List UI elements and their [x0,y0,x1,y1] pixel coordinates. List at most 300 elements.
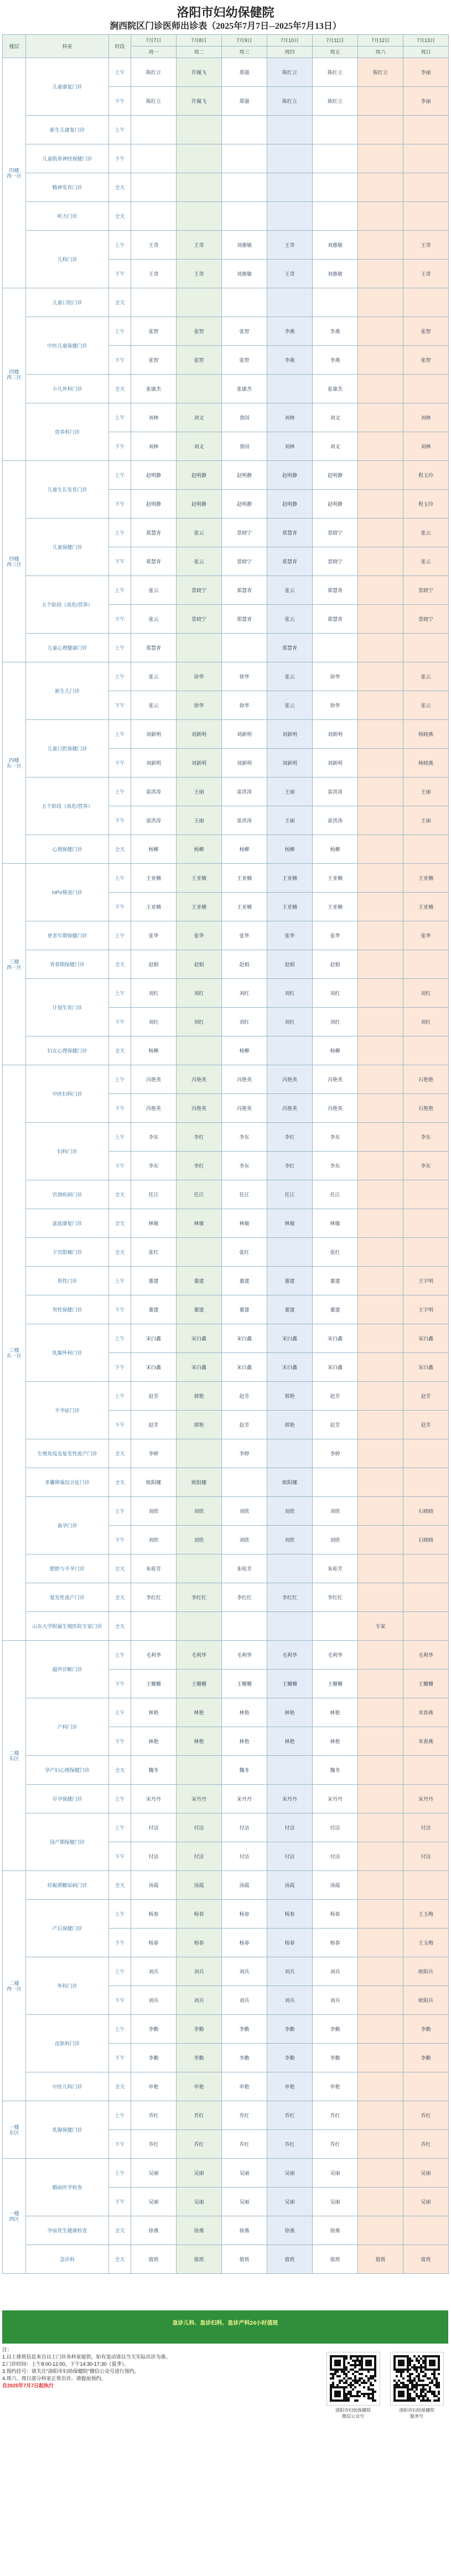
dept-cell: 营养科门诊 [26,403,109,461]
doctor-cell [313,116,358,144]
doctor-cell: 李红 [267,1152,313,1180]
col-period: 时段 [109,35,131,58]
doctor-cell [358,1439,403,1468]
doctor-cell: 张康杰 [131,375,177,403]
doctor-cell: 赵明静 [177,461,222,490]
period-cell: 下午 [109,260,131,288]
dept-cell: 山东大学附属生殖医院专家门诊 [26,1612,109,1641]
period-cell: 下午 [109,749,131,778]
dept-cell: 子宫肌瘤门诊 [26,1238,109,1267]
doctor-cell: 冯艳英 [177,1065,222,1094]
period-cell: 上午 [109,1641,131,1670]
doctor-cell: 申艳 [222,2072,267,2101]
doctor-cell [358,634,403,662]
doctor-cell: 王亚楠 [177,893,222,921]
doctor-cell: 宋白鑫 [177,1324,222,1353]
doctor-cell: 王奇 [403,260,449,288]
dept-cell: 心理保健门诊 [26,835,109,864]
schedule-table [2,34,449,2274]
doctor-cell: 林艳 [313,1698,358,1727]
doctor-cell: 毛利华 [403,1641,449,1670]
doctor-cell: 杨春 [222,1929,267,1957]
doctor-cell [131,116,177,144]
doctor-cell: 陈红立 [267,87,313,116]
doctor-cell: 米春燕 [403,1727,449,1756]
period-cell: 全天 [109,1180,131,1209]
doctor-cell [177,116,222,144]
period-cell: 下午 [109,1842,131,1871]
doctor-cell: 林艳 [267,1727,313,1756]
doctor-cell: 刘欣 [313,1526,358,1554]
doctor-cell: 林敏 [222,1209,267,1238]
period-cell: 下午 [109,1727,131,1756]
dept-cell: 超声诊断门诊 [26,1641,109,1698]
doctor-cell [358,1411,403,1439]
doctor-cell: 吴丽 [267,2188,313,2216]
doctor-cell: 刘兵 [177,1986,222,2015]
period-cell: 上午 [109,1900,131,1929]
period-cell: 下午 [109,1411,131,1439]
doctor-cell [358,346,403,375]
qr-code-icon[interactable] [390,2352,444,2406]
doctor-cell [358,1785,403,1813]
dept-cell: 新生儿门诊 [26,662,109,720]
doctor-cell: 刘惠敏 [222,231,267,260]
col-day: 7月11日 [313,35,358,46]
doctor-cell: 徐华 [313,691,358,720]
doctor-cell [403,375,449,403]
doctor-cell: 王宇明 [403,1295,449,1324]
period-cell: 下午 [109,547,131,576]
doctor-cell: 王奇 [177,260,222,288]
doctor-cell [358,691,403,720]
doctor-cell: 冯艳英 [131,1065,177,1094]
doctor-cell: 王奇 [403,231,449,260]
doctor-cell [131,144,177,173]
doctor-cell: 汤霞 [177,1871,222,1900]
doctor-cell: 李燕 [267,317,313,346]
doctor-cell [358,1583,403,1612]
doctor-cell: 李勤 [177,2044,222,2072]
table-row [3,1123,449,1152]
qr-code-icon[interactable] [326,2352,380,2406]
notice-band [2,2310,448,2344]
doctor-cell: 陈红立 [131,87,177,116]
doctor-cell [403,116,449,144]
period-cell: 上午 [109,1324,131,1353]
doctor-cell: 张红 [222,1238,267,1267]
doctor-cell: 宋白鑫 [403,1324,449,1353]
doctor-cell: 乔红 [403,2130,449,2159]
doctor-cell: 宋白鑫 [131,1353,177,1382]
doctor-cell: 王亚楠 [313,864,358,893]
doctor-cell: 李东 [131,1152,177,1180]
doctor-cell: 景晓宁 [403,605,449,634]
col-day: 7月8日 [177,35,222,46]
doctor-cell: 米春燕 [403,1698,449,1727]
doctor-cell: 杨晓燕 [403,720,449,749]
doctor-cell: 刘兵 [222,1986,267,2015]
table-row [3,1209,449,1238]
doctor-cell: 董建 [222,1295,267,1324]
table-row [3,864,449,893]
doctor-cell: 许佩飞 [177,58,222,87]
table-row [3,58,449,87]
doctor-cell: 杨晓燕 [403,749,449,778]
doctor-cell: 林艳 [131,1727,177,1756]
doctor-cell: 石艳艳 [403,1094,449,1123]
doctor-cell: 刘欣 [267,1526,313,1554]
period-cell: 上午 [109,1698,131,1727]
doctor-cell: 刘惠敏 [313,231,358,260]
doctor-cell: 刘文 [313,432,358,461]
dept-cell: 儿童康复门诊 [26,58,109,116]
doctor-cell: 王奇 [267,231,313,260]
doctor-cell: 李东 [313,1152,358,1180]
period-cell: 上午 [109,864,131,893]
doctor-cell: 欧阳娜 [267,1468,313,1497]
doctor-cell [177,144,222,173]
doctor-cell: 刘兵 [267,1957,313,1986]
table-row [3,1583,449,1612]
doctor-cell: 汤霞 [313,1871,358,1900]
doctor-cell: 景晓宁 [177,605,222,634]
doctor-cell: 张华 [177,921,222,950]
period-cell: 全天 [109,1036,131,1065]
col-day: 7月9日 [222,35,267,46]
doctor-cell: 赵明静 [131,461,177,490]
doctor-cell [403,1439,449,1468]
doctor-cell: 徐燕 [177,2216,222,2245]
col-dept: 科室 [26,35,109,58]
table-row [3,1439,449,1468]
dept-cell: 孕前优生健康检查 [26,2216,109,2245]
doctor-cell: 付洁 [267,1842,313,1871]
notice-line: 急诊儿科、急诊妇科、急诊产科24小时值班 [172,2320,278,2326]
doctor-cell: 郭艳 [267,1382,313,1411]
doctor-cell: 赵芳 [222,1411,267,1439]
dept-cell: 儿童口腔门诊 [26,288,109,317]
doctor-cell: 申艳 [131,2072,177,2101]
doctor-cell: 刘欣 [267,1497,313,1526]
doctor-cell: 李勤 [222,2044,267,2072]
table-row [3,1468,449,1497]
doctor-cell: 申艳 [313,2072,358,2101]
doctor-cell: 刘新明 [222,720,267,749]
table-row [3,144,449,173]
period-cell: 全天 [109,1612,131,1641]
table-row [3,1785,449,1813]
doctor-cell: 王丽 [403,778,449,806]
doctor-cell: 石艳艳 [403,1065,449,1094]
doctor-cell: 王亚楠 [267,893,313,921]
doctor-cell: 赵芳 [131,1411,177,1439]
doctor-cell: 刘欣 [222,1526,267,1554]
doctor-cell: 王丽 [267,778,313,806]
doctor-cell: 刘兵 [267,1986,313,2015]
doctor-cell: 雷洪涛 [131,806,177,835]
dept-cell: 产科门诊 [26,1698,109,1756]
doctor-cell [358,1209,403,1238]
dept-cell: 儿童生长发育门诊 [26,461,109,519]
doctor-cell: 王亚楠 [131,864,177,893]
doctor-cell [403,1468,449,1497]
doctor-cell: 宋丹丹 [313,1785,358,1813]
doctor-cell [358,1238,403,1267]
dept-cell: 宫颈疾病门诊 [26,1180,109,1209]
doctor-cell: 林艳 [313,1727,358,1756]
doctor-cell [358,432,403,461]
period-cell: 上午 [109,979,131,1008]
doctor-cell: 赵芳 [131,1382,177,1411]
doctor-cell: 李勤 [267,2015,313,2044]
doctor-cell: 张云 [177,547,222,576]
doctor-cell: 毛利华 [313,1641,358,1670]
doctor-cell: 刘欣 [177,1497,222,1526]
doctor-cell: 魏冬 [222,1756,267,1785]
doctor-cell: 乔红 [177,2130,222,2159]
dept-cell: 儿童保健门诊 [26,519,109,576]
doctor-cell [358,1670,403,1698]
doctor-cell [358,288,403,317]
doctor-cell: 吴丽 [177,2159,222,2188]
period-cell: 下午 [109,1929,131,1957]
period-cell: 上午 [109,1123,131,1152]
floor-cell: 四楼 西一区 [3,58,26,288]
doctor-cell: 刘新明 [267,720,313,749]
period-cell: 下午 [109,2130,131,2159]
doctor-cell [131,1612,177,1641]
doctor-cell: 刘兵 [222,1957,267,1986]
doctor-cell [358,662,403,691]
doctor-cell: 王丽 [267,806,313,835]
floor-cell: 四楼 东一区 [3,662,26,864]
table-row [3,1957,449,1986]
doctor-cell [358,778,403,806]
doctor-cell: 任江 [313,1180,358,1209]
page-title: 洛阳市妇幼保健院 [177,6,274,19]
period-cell: 下午 [109,1008,131,1036]
dept-cell: 盆底康复门诊 [26,1209,109,1238]
doctor-cell: 景晓宁 [403,576,449,605]
doctor-cell: 徐华 [177,662,222,691]
doctor-cell: 刘新明 [313,720,358,749]
table-row [3,317,449,346]
doctor-cell [177,1612,222,1641]
doctor-cell: 宋丹丹 [222,1785,267,1813]
period-cell: 下午 [109,144,131,173]
doctor-cell: 申艳 [267,2072,313,2101]
doctor-cell [403,1238,449,1267]
period-cell: 下午 [109,893,131,921]
table-row [3,1497,449,1526]
doctor-cell: 李勤 [222,2015,267,2044]
doctor-cell: 刘红 [313,1008,358,1036]
doctor-cell: 徐燕 [313,2216,358,2245]
dept-cell: 儿童肌骨神经保健门诊 [26,144,109,173]
doctor-cell [358,231,403,260]
doctor-cell: 刘红 [267,1008,313,1036]
doctor-cell [403,1583,449,1612]
doctor-cell: 赵芳 [222,1382,267,1411]
period-cell: 下午 [109,1152,131,1180]
col-weekday: 周二 [177,46,222,58]
doctor-cell: 乔红 [313,2130,358,2159]
doctor-cell: 徐华 [177,691,222,720]
floor-cell: 三楼 东一区 [3,1065,26,1641]
period-cell: 全天 [109,288,131,317]
doctor-cell: 王亚楠 [222,893,267,921]
doctor-cell: 王姗姗 [267,1670,313,1698]
col-weekday: 周五 [313,46,358,58]
dept-cell: HPV筛查门诊 [26,864,109,921]
doctor-cell: 刘新明 [131,720,177,749]
table-row [3,1324,449,1353]
period-cell: 全天 [109,375,131,403]
period-cell: 全天 [109,1756,131,1785]
doctor-cell: 任江 [222,1180,267,1209]
dept-cell: 国产期保健门诊 [26,1813,109,1871]
doctor-cell [358,605,403,634]
doctor-cell [177,634,222,662]
doctor-cell: 刘红 [403,979,449,1008]
dept-cell: 青春期保健门诊 [26,950,109,979]
doctor-cell: 王亚楠 [313,893,358,921]
doctor-cell: 冯艳英 [313,1065,358,1094]
doctor-cell: 赵芳 [403,1411,449,1439]
doctor-cell: 张华 [313,921,358,950]
doctor-cell: 毛利华 [131,1641,177,1670]
dept-cell: 小儿外科门诊 [26,375,109,403]
doctor-cell [358,2159,403,2188]
doctor-cell [403,144,449,173]
doctor-cell [358,1526,403,1554]
doctor-cell [403,1612,449,1641]
doctor-cell: 专家 [358,1612,403,1641]
doctor-cell: 李东 [313,1123,358,1152]
period-cell: 全天 [109,2072,131,2101]
doctor-cell [403,202,449,231]
doctor-cell: 陈红立 [313,58,358,87]
period-cell: 下午 [109,1986,131,2015]
doctor-cell: 宋丹丹 [131,1785,177,1813]
doctor-cell: 宋白鑫 [222,1324,267,1353]
doctor-cell: 刘欣 [177,1526,222,1554]
table-row [3,576,449,605]
doctor-cell: 赵芳 [403,1382,449,1411]
doctor-cell: 值班 [358,2245,403,2274]
period-cell: 下午 [109,1094,131,1123]
doctor-cell: 李红 [177,1152,222,1180]
table-row [3,1756,449,1785]
doctor-cell [222,288,267,317]
doctor-cell: 杨春 [267,1900,313,1929]
table-row [3,778,449,806]
doctor-cell: 刘欣 [313,1497,358,1526]
doctor-cell: 杨柳 [222,835,267,864]
doctor-cell: 宋白鑫 [267,1324,313,1353]
table-row [3,1065,449,1094]
doctor-cell [403,634,449,662]
doctor-cell [358,1382,403,1411]
table-row [3,375,449,403]
doctor-cell [403,1180,449,1209]
doctor-cell: 李红红 [222,1583,267,1612]
doctor-cell: 付洁 [313,1842,358,1871]
doctor-cell [177,1439,222,1468]
table-row [3,2245,449,2274]
doctor-cell: 郭艳 [267,1411,313,1439]
doctor-cell: 张云 [403,662,449,691]
doctor-cell: 赵娟 [222,950,267,979]
doctor-cell: 宋白鑫 [177,1353,222,1382]
doctor-cell: 李丽 [403,87,449,116]
doctor-cell [358,1900,403,1929]
doctor-cell [131,173,177,202]
doctor-cell: 张智 [403,346,449,375]
doctor-cell: 郑慧青 [267,634,313,662]
doctor-cell: 刘惠敏 [313,260,358,288]
footnote-line: 1.以上排班信息来自以上门诊各科室提供，如有变动请以当天实际出诊为准。 [2,2354,171,2360]
doctor-cell: 刘文 [177,403,222,432]
doctor-cell: 付洁 [403,1813,449,1842]
doctor-cell [222,144,267,173]
footnote-line: 2.门诊时间：上午8:00-12:00，下午14:30-17:30（夏季）。 [2,2361,129,2367]
doctor-cell [358,2015,403,2044]
doctor-cell [358,1180,403,1209]
table-row [3,979,449,1008]
doctor-cell: 郑强 [222,87,267,116]
doctor-cell [222,173,267,202]
doctor-cell [403,835,449,864]
doctor-cell [358,1497,403,1526]
floor-cell: 四楼 西三区 [3,461,26,662]
table-row [3,403,449,432]
doctor-cell: 刘新明 [177,720,222,749]
doctor-cell: 林艳 [267,1698,313,1727]
doctor-cell: 李勤 [403,2044,449,2072]
doctor-cell: 汤霞 [131,1871,177,1900]
doctor-cell: 吴丽 [222,2188,267,2216]
table-row [3,2101,449,2130]
doctor-cell: 郑慧青 [267,519,313,547]
doctor-cell: 刘林 [131,403,177,432]
doctor-cell: 王亚楠 [131,893,177,921]
doctor-cell [222,116,267,144]
dept-cell: 肥胖与不孕门诊 [26,1554,109,1583]
doctor-cell: 付洁 [222,1813,267,1842]
doctor-cell: 宋白鑫 [267,1353,313,1382]
table-row [3,835,449,864]
doctor-cell: 张华 [222,921,267,950]
doctor-cell: 宋丹丹 [403,1785,449,1813]
doctor-cell: 董建 [131,1295,177,1324]
doctor-cell: 宋白鑫 [131,1324,177,1353]
doctor-cell: 王宇明 [403,1267,449,1295]
doctor-cell: 吴丽 [313,2188,358,2216]
doctor-cell: 赵娟 [177,950,222,979]
col-floor: 楼层 [3,35,26,58]
period-cell: 全天 [109,1554,131,1583]
doctor-cell: 张智 [177,346,222,375]
period-cell: 下午 [109,432,131,461]
doctor-cell: 冯艳英 [131,1094,177,1123]
doctor-cell: 李红红 [267,1583,313,1612]
doctor-cell: 值班 [222,2245,267,2274]
period-cell: 全天 [109,1871,131,1900]
doctor-cell: 杨春 [131,1929,177,1957]
dept-cell: 妇科门诊 [26,1123,109,1180]
